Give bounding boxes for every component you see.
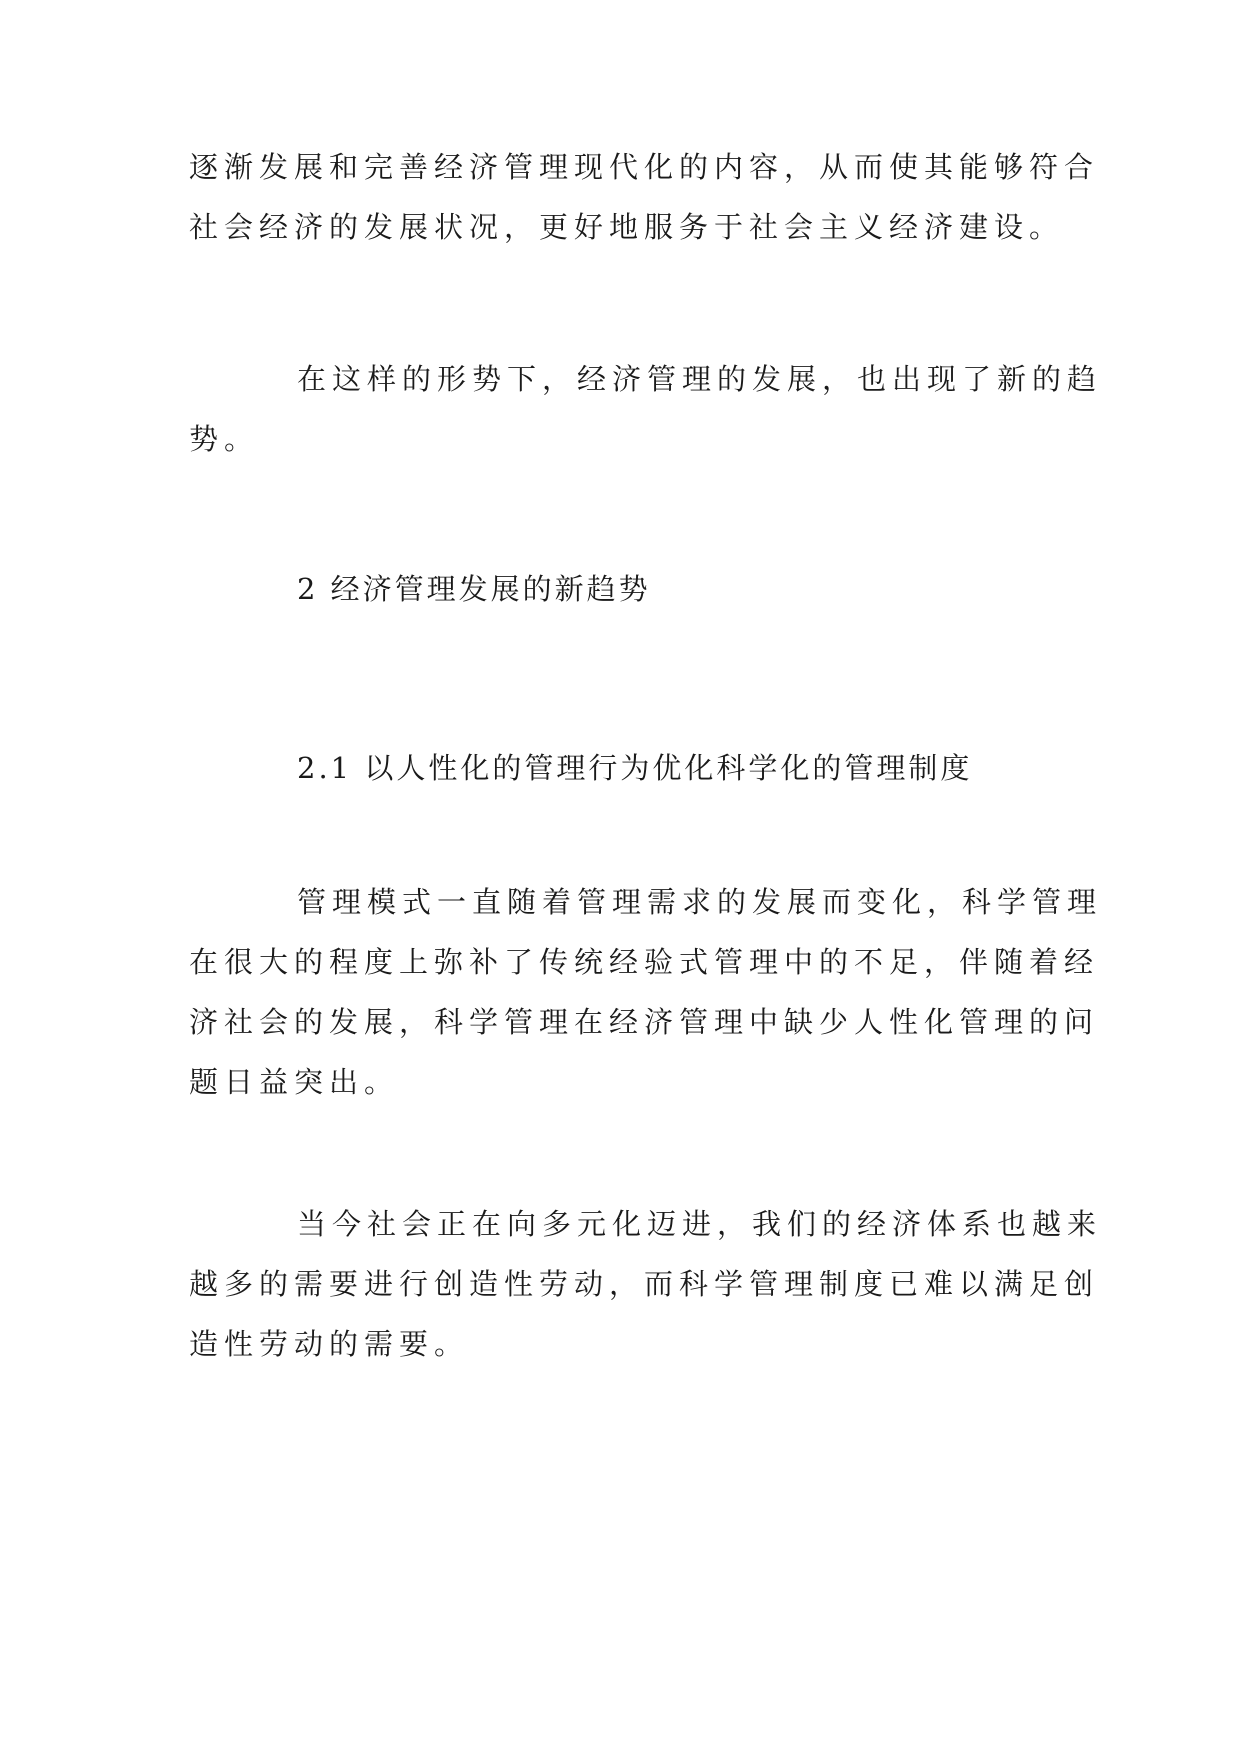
- text-line: 当今社会正在向多元化迈进，我们的经济体系也越来: [297, 1207, 1103, 1241]
- text-line: 管理模式一直随着管理需求的发展而变化，科学管理: [297, 885, 1103, 919]
- paragraph-management-mode: [189, 872, 1103, 1112]
- text-line: 逐渐发展和完善经济管理现代化的内容，从而使其能够符合: [189, 150, 1100, 184]
- paragraph-trend: [189, 349, 1103, 469]
- text-line: 势。: [189, 422, 260, 456]
- paragraph-diversification: [189, 1194, 1103, 1374]
- section-heading: 2 经济管理发展的新趋势: [297, 572, 651, 606]
- text-line: 越多的需要进行创造性劳动，而科学管理制度已难以满足创: [189, 1267, 1100, 1301]
- text-line: 题日益突出。: [189, 1065, 400, 1099]
- subsection-heading: 2.1 以人性化的管理行为优化科学化的管理制度: [297, 751, 973, 785]
- text-line: 在这样的形势下，经济管理的发展，也出现了新的趋: [297, 362, 1103, 396]
- text-line: 社会经济的发展状况，更好地服务于社会主义经济建设。: [189, 210, 1065, 244]
- text-line: 在很大的程度上弥补了传统经验式管理中的不足，伴随着经: [189, 945, 1100, 979]
- paragraph-intro: [189, 137, 1100, 257]
- text-line: 造性劳动的需要。: [189, 1327, 470, 1361]
- text-line: 济社会的发展，科学管理在经济管理中缺少人性化管理的问: [189, 1005, 1100, 1039]
